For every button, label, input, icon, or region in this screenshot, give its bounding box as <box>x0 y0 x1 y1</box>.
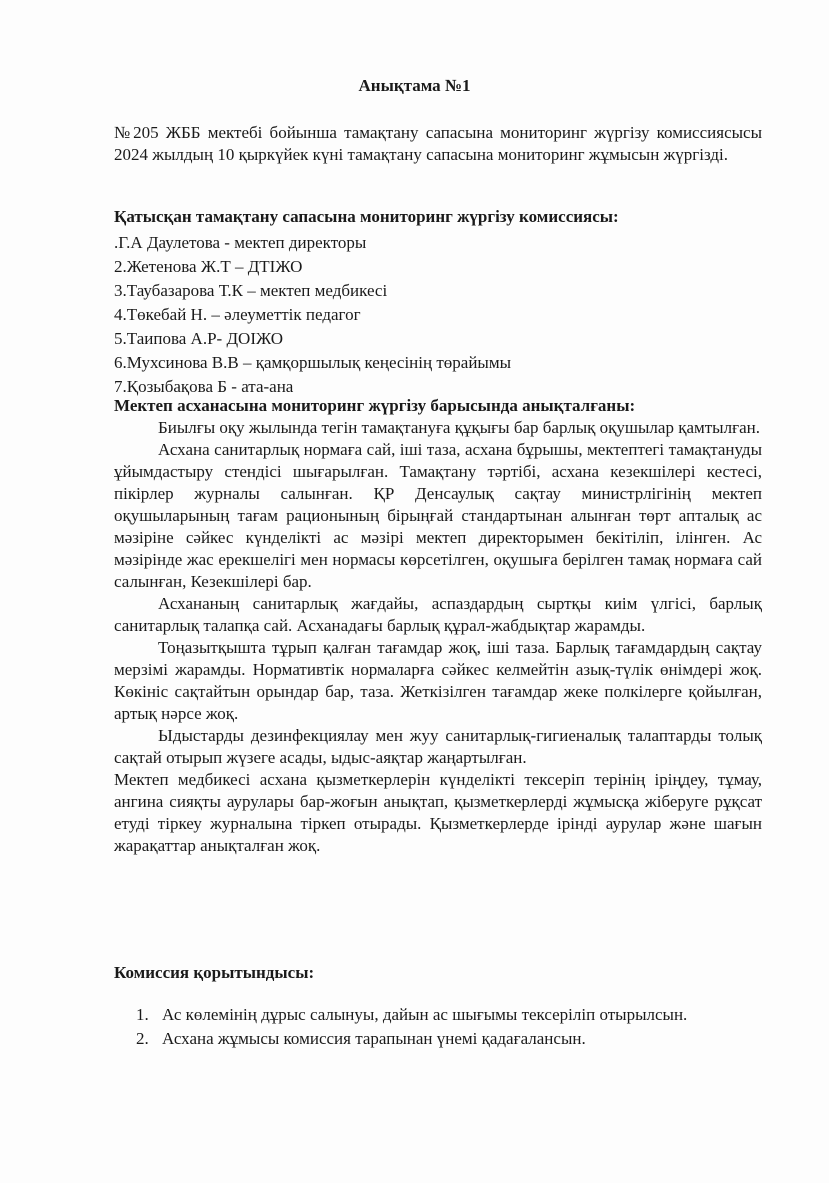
commission-member: 3.Таубазарова Т.К – мектеп медбикесі <box>114 281 388 300</box>
findings-paragraph: Мектеп медбикесі асхана қызметкерлерін күнделікті тексеріп терінің іріңдеу, тұмау, ангина сияқты аурулары бар-жоғын анықтап, қызметкерлерді жұмысқа жіберуге рұқсат етуді тіркеу журналына тіркеп отырады. Қызметкерлерде ірінді аурулар және шағын жарақаттар анықталған жоқ. <box>114 770 762 855</box>
conclusion-item <box>114 1027 762 1051</box>
conclusion-item <box>114 1003 762 1027</box>
findings-paragraph: Асхананың санитарлық жағдайы, аспаздардың сыртқы киім үлгісі, барлық санитарлық талапқа сай. Асханадағы барлық құрал-жабдықтар жарамды. <box>114 594 762 635</box>
conclusion-heading: Комиссия қорытындысы: <box>114 963 315 982</box>
document-title: Анықтама №1 <box>358 76 471 95</box>
findings-heading: Мектеп асханасына мониторинг жүргізу барысында анықталғаны: <box>114 396 636 415</box>
conclusion-number: 2. <box>136 1029 149 1048</box>
conclusion-list <box>114 1003 762 1051</box>
findings-paragraph: Асхана санитарлық нормаға сай, іші таза, асхана бұрышы, мектептегі тамақтануды ұйымдастыру стендісі шығарылған. Тамақтану тәртібі, асхана кезекшілері кестесі, пікірлер журналы салынған. ҚР Денсаулық сақтау министрлігінің мектеп оқушыларының тағам рационының бірыңғай стандартынан алынған төрт апталық ас мәзіріне сәйкес күнделікті ас мәзірі мектеп директорымен бекітіліп, ілінген. Ас мәзірінде жас ерекшелігі мен нормасы көрсетілген, оқушыға берілген тамақ нормаға сай салынған, Кезекшілері бар. <box>114 440 762 591</box>
commission-member: 6.Мухсинова В.В – қамқоршылық кеңесінің төрайымы <box>114 353 512 372</box>
commission-member: .Г.А Даулетова - мектеп директоры <box>114 233 367 252</box>
commission-member-list <box>114 231 762 399</box>
findings-section <box>114 417 762 857</box>
conclusion-number: 1. <box>136 1005 149 1024</box>
commission-member: 4.Төкебай Н. – әлеуметтік педагог <box>114 305 361 324</box>
findings-paragraph: Биылғы оқу жылында тегін тамақтануға құқығы бар барлық оқушылар қамтылған. <box>158 418 760 437</box>
conclusion-text: Ас көлемінің дұрыс салынуы, дайын ас шығымы тексеріліп отырылсын. <box>162 1005 688 1024</box>
commission-member: 7.Қозыбақова Б - ата-ана <box>114 377 294 396</box>
findings-paragraph: Ыдыстарды дезинфекциялау мен жуу санитарлық-гигиеналық талаптарды толық сақтай отырып жүзеге асады, ыдыс-аяқтар жаңартылған. <box>114 726 762 767</box>
commission-member: 2.Жетенова Ж.Т – ДТІЖО <box>114 257 303 276</box>
intro-paragraph: №205 ЖББ мектебі бойынша тамақтану сапасына мониторинг жүргізу комиссиясысы 2024 жылдың 10 қыркүйек күні тамақтану сапасына мониторинг жұмысын жүргізді. <box>114 123 762 164</box>
findings-paragraph: Тоңазытқышта тұрып қалған тағамдар жоқ, іші таза. Барлық тағамдардың сақтау мерзімі жарамды. Нормативтік нормаларға сәйкес келмейтін азық-түлік өнімдері жоқ. Көкініс сақтайтын орындар бар, таза. Жеткізілген тағамдар жеке полкілерге қойылған, артық нәрсе жоқ. <box>114 638 762 723</box>
commission-member: 5.Таипова А.Р- ДОІЖО <box>114 329 284 348</box>
commission-heading: Қатысқан тамақтану сапасына мониторинг жүргізу комиссиясы: <box>114 207 619 226</box>
conclusion-text: Асхана жұмысы комиссия тарапынан үнемі қадағалансын. <box>162 1029 586 1048</box>
